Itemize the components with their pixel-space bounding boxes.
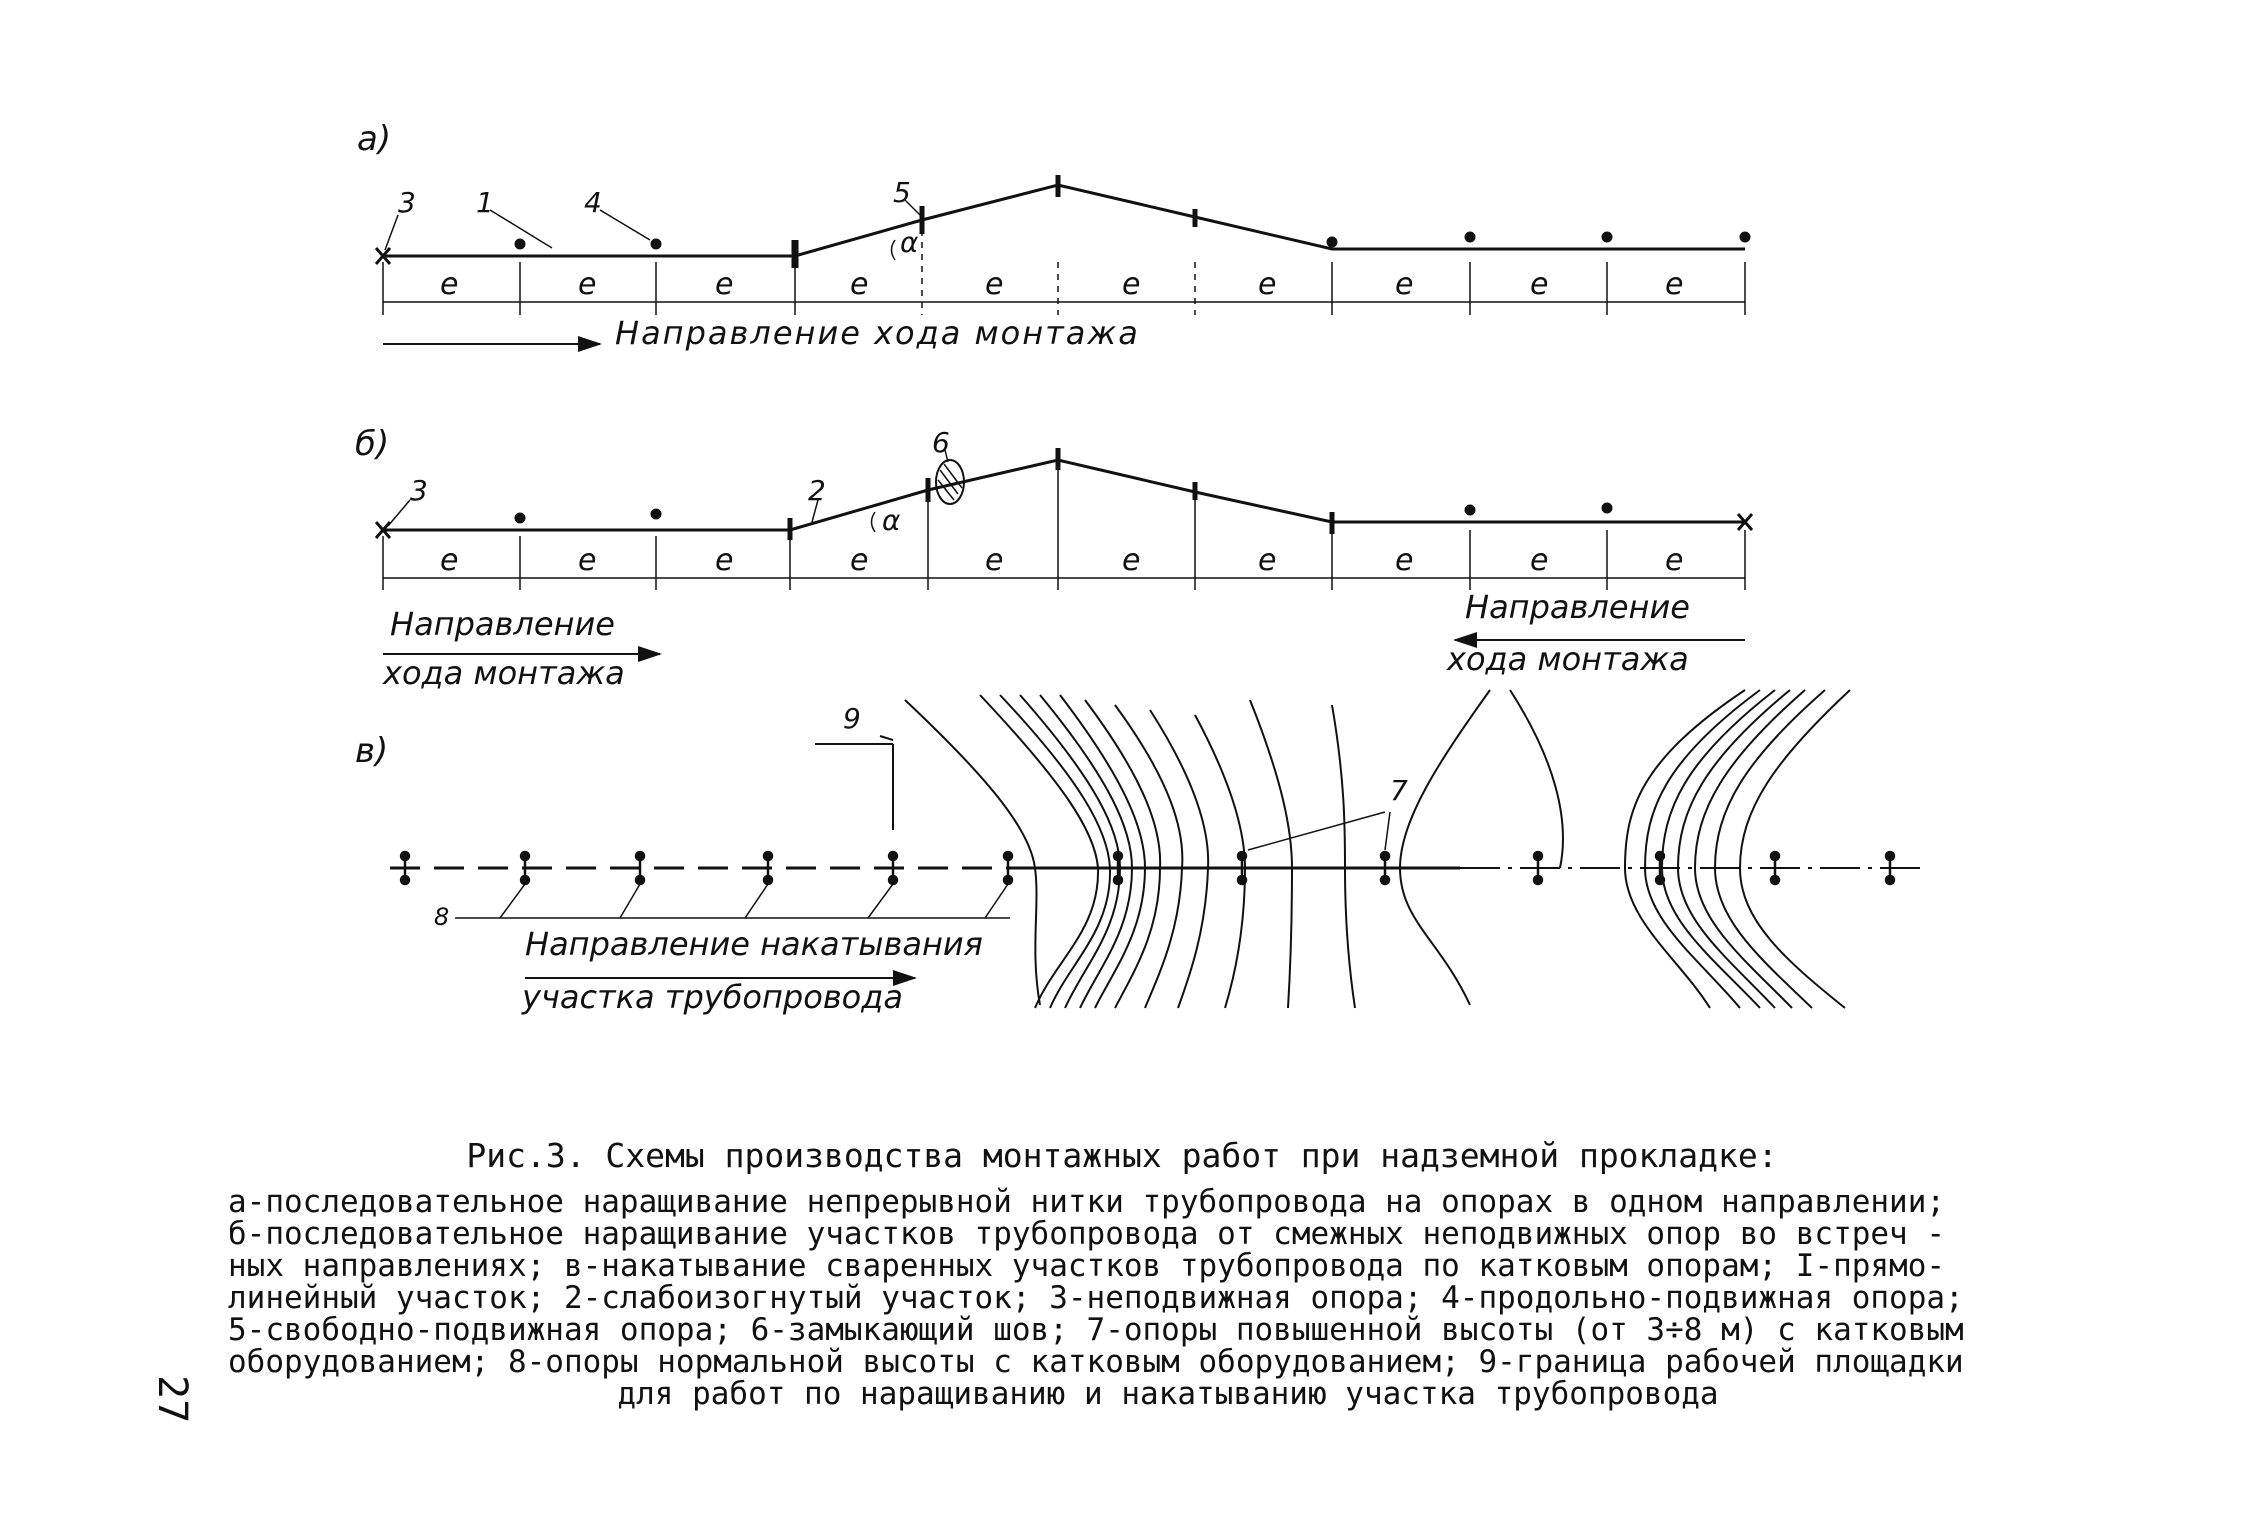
direction-c-1: Направление накатывания [525, 925, 983, 963]
angle-label-b: α [882, 504, 901, 537]
svg-text:e: e [1530, 543, 1549, 578]
svg-text:e: e [1258, 543, 1277, 578]
callout-4-a: 4 [584, 186, 602, 219]
direction-label-a: Направление хода монтажа [615, 314, 1140, 352]
svg-text:e: e [1122, 543, 1141, 578]
work-area-boundary [815, 736, 893, 830]
svg-text:e: e [440, 543, 459, 578]
svg-text:e: e [985, 543, 1004, 578]
diagram-c-label: в) [355, 731, 389, 771]
span-labels-a [440, 267, 1683, 302]
svg-text:e: e [578, 543, 597, 578]
pipeline-b [383, 460, 1745, 530]
callout-7-leaders [1248, 812, 1390, 850]
diagram-a [357, 119, 1749, 352]
callout-6-b: 6 [932, 426, 950, 459]
direction-right-b-1: Направление [1465, 588, 1690, 626]
svg-text:e: e [715, 543, 734, 578]
svg-text:e: e [1665, 267, 1684, 302]
callout-3-b: 3 [410, 474, 428, 507]
svg-text:e: e [850, 543, 869, 578]
caption-line: а-последовательное наращивание непрерывной нитки трубопровода на опорах в одном направлении; [228, 1184, 1946, 1220]
svg-text:e: e [1395, 267, 1414, 302]
direction-left-b-2: хода монтажа [383, 654, 625, 692]
terrain-contours [905, 690, 1850, 1008]
callout-9: 9 [843, 702, 861, 735]
svg-text:e: e [715, 267, 734, 302]
callout-8-leaders [455, 884, 1010, 918]
diagram-c [355, 690, 1920, 1016]
svg-text:e: e [985, 267, 1004, 302]
diagram-b [355, 424, 1752, 692]
callouts-b [388, 450, 948, 526]
svg-text:e: e [1122, 267, 1141, 302]
svg-text:e: e [440, 267, 459, 302]
caption-line: 5-свободно-подвижная опора; 6-замыкающий шов; 7-опоры повышенной высоты (от 3÷8 м) с катковым [228, 1312, 1964, 1348]
callout-5-a: 5 [893, 176, 911, 209]
callout-3-a: 3 [398, 186, 416, 219]
caption-line: ных направлениях; в-накатывание сваренных участков трубопровода по катковым опорам; I-прямо- [228, 1248, 1946, 1284]
svg-text:e: e [850, 267, 869, 302]
callout-7: 7 [1390, 774, 1408, 807]
callout-8: 8 [434, 903, 450, 931]
svg-text:e: e [1258, 267, 1277, 302]
caption-line: оборудованием; 8-опоры нормальной высоты с катковым оборудованием; 9-граница рабочей площадки [228, 1344, 1964, 1380]
svg-text:e: e [578, 267, 597, 302]
caption-last-line: для работ по наращиванию и накатыванию участка трубопровода [617, 1376, 1719, 1412]
callout-2-b: 2 [808, 474, 826, 507]
direction-left-b-1: Направление [390, 605, 615, 643]
svg-text:e: e [1665, 543, 1684, 578]
direction-right-b-2: хода монтажа [1447, 640, 1689, 678]
svg-text:e: e [1530, 267, 1549, 302]
span-labels-b [440, 543, 1683, 578]
direction-c-2: участка трубопровода [522, 978, 903, 1016]
svg-text:e: e [1395, 543, 1414, 578]
caption-line: линейный участок; 2-слабоизогнутый участок; 3-неподвижная опора; 4-продольно-подвижная опора; [228, 1280, 1964, 1316]
caption-line: б-последовательное наращивание участков трубопровода от смежных неподвижных опор во встреч - [228, 1216, 1946, 1252]
page-number: 27 [149, 1375, 195, 1424]
figure-caption-title: Рис.3. Схемы производства монтажных работ при надземной прокладке: [466, 1136, 1778, 1175]
diagram-a-label: а) [357, 119, 392, 159]
figure-caption-body [228, 1186, 2108, 1410]
angle-label-a: α [900, 226, 919, 259]
callout-1-a: 1 [476, 186, 494, 219]
diagram-b-label: б) [355, 424, 390, 464]
supports-a [376, 175, 1749, 268]
